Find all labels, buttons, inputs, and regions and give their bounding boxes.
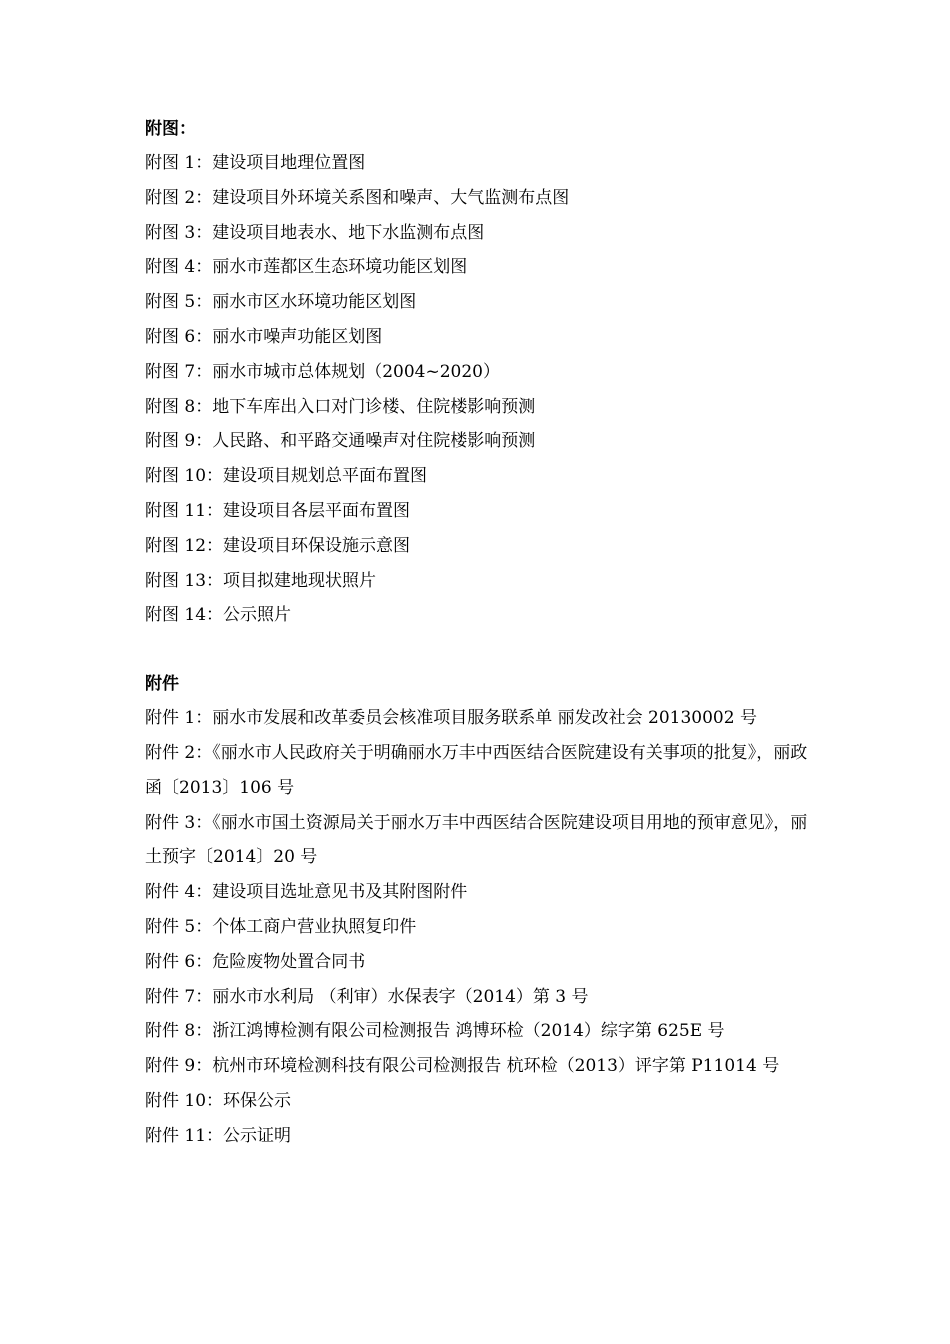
figure-item: 附图 1：建设项目地理位置图 xyxy=(145,153,366,173)
figure-item: 附图 8：地下车库出入口对门诊楼、住院楼影响预测 xyxy=(145,396,536,417)
figure-item: 附图 6：丽水市噪声功能区划图 xyxy=(145,326,383,347)
attachment-item: 附件 9：杭州市环境检测科技有限公司检测报告 杭环检（2013）评字第 P11014 号 xyxy=(145,1056,780,1077)
figure-item: 附图 14：公示照片 xyxy=(145,605,292,626)
figure-item: 附图 3：建设项目地表水、地下水监测布点图 xyxy=(145,222,485,243)
figure-item: 附图 7：丽水市城市总体规划（2004~2020） xyxy=(145,361,500,382)
figure-item: 附图 2：建设项目外环境关系图和噪声、大气监测布点图 xyxy=(145,187,570,208)
figure-item: 附图 4：丽水市莲都区生态环境功能区划图 xyxy=(145,257,468,278)
figure-item: 附图 11：建设项目各层平面布置图 xyxy=(145,500,411,521)
figures-list xyxy=(145,146,815,633)
attachment-item: 附件 4：建设项目选址意见书及其附图附件 xyxy=(145,882,468,903)
figure-item: 附图 13：项目拟建地现状照片 xyxy=(145,570,377,591)
document-page xyxy=(145,112,815,1154)
figure-item: 附图 10：建设项目规划总平面布置图 xyxy=(145,466,428,487)
section-spacer xyxy=(145,633,815,667)
attachment-item: 附件 5：个体工商户营业执照复印件 xyxy=(145,916,417,937)
figure-item: 附图 12：建设项目环保设施示意图 xyxy=(145,535,411,556)
figure-item: 附图 9：人民路、和平路交通噪声对住院楼影响预测 xyxy=(145,431,536,452)
attachment-item: 附件 7：丽水市水利局 （利审）水保表字（2014）第 3 号 xyxy=(145,986,589,1007)
figures-heading: 附图： xyxy=(145,119,196,139)
attachments-list xyxy=(145,701,815,1153)
attachment-item: 附件 11：公示证明 xyxy=(145,1125,292,1146)
attachments-section xyxy=(145,667,815,1153)
attachments-heading: 附件 xyxy=(145,674,179,695)
attachment-item: 附件 8：浙江鸿博检测有限公司检测报告 鸿博环检（2014）综字第 625E 号 xyxy=(145,1021,725,1042)
figures-section xyxy=(145,112,815,633)
attachment-item: 附件 10：环保公示 xyxy=(145,1090,292,1111)
attachment-item: 附件 3：《丽水市国土资源局关于丽水万丰中西医结合医院建设项目用地的预审意见》，丽土预字〔2014〕20 号 xyxy=(145,812,808,868)
attachment-item: 附件 1：丽水市发展和改革委员会核准项目服务联系单 丽发改社会 20130002 号 xyxy=(145,708,757,729)
figure-item: 附图 5：丽水市区水环境功能区划图 xyxy=(145,292,417,313)
attachment-item: 附件 2：《丽水市人民政府关于明确丽水万丰中西医结合医院建设有关事项的批复》，丽政函〔2013〕106 号 xyxy=(145,742,808,798)
attachment-item: 附件 6：危险废物处置合同书 xyxy=(145,951,366,972)
